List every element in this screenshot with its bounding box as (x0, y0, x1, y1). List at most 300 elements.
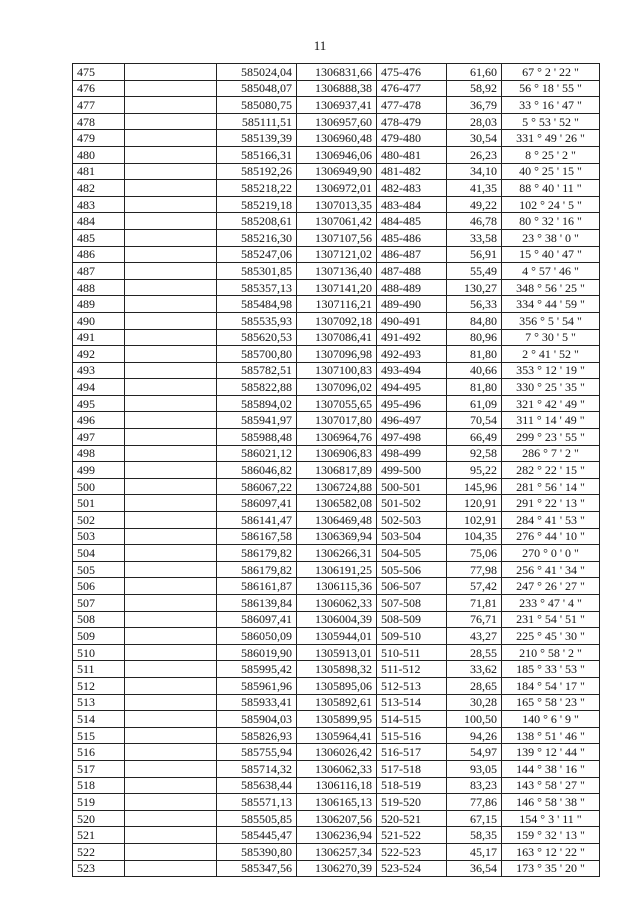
blank-cell (125, 97, 217, 114)
point-number-cell: 477 (73, 97, 125, 114)
segment-cell: 492-493 (377, 346, 447, 363)
length-cell: 43,27 (447, 628, 502, 645)
table-row (73, 312, 600, 329)
length-cell: 40,66 (447, 362, 502, 379)
blank-cell (125, 229, 217, 246)
y-coordinate-cell: 1306369,94 (297, 528, 377, 545)
bearing-cell: 56 ° 18 ' 55 " (502, 80, 600, 97)
length-cell: 26,23 (447, 146, 502, 163)
y-coordinate-cell: 1306960,48 (297, 130, 377, 147)
segment-cell: 483-484 (377, 196, 447, 213)
length-cell: 55,49 (447, 263, 502, 280)
blank-cell (125, 760, 217, 777)
y-coordinate-cell: 1307055,65 (297, 395, 377, 412)
segment-cell: 520-521 (377, 810, 447, 827)
bearing-cell: 331 ° 49 ' 26 " (502, 130, 600, 147)
blank-cell (125, 711, 217, 728)
point-number-cell: 496 (73, 412, 125, 429)
table-row (73, 528, 600, 545)
bearing-cell: 276 ° 44 ' 10 " (502, 528, 600, 545)
segment-cell: 513-514 (377, 694, 447, 711)
blank-cell (125, 445, 217, 462)
y-coordinate-cell: 1307096,02 (297, 379, 377, 396)
bearing-cell: 23 ° 38 ' 0 " (502, 229, 600, 246)
table-row (73, 263, 600, 280)
segment-cell: 509-510 (377, 628, 447, 645)
point-number-cell: 517 (73, 760, 125, 777)
bearing-cell: 282 ° 22 ' 15 " (502, 462, 600, 479)
x-coordinate-cell: 585988,48 (217, 429, 297, 446)
blank-cell (125, 429, 217, 446)
segment-cell: 496-497 (377, 412, 447, 429)
blank-cell (125, 180, 217, 197)
length-cell: 49,22 (447, 196, 502, 213)
table-row (73, 296, 600, 313)
bearing-cell: 291 ° 22 ' 13 " (502, 495, 600, 512)
length-cell: 58,92 (447, 80, 502, 97)
blank-cell (125, 810, 217, 827)
table-row (73, 794, 600, 811)
x-coordinate-cell: 585166,31 (217, 146, 297, 163)
segment-cell: 491-492 (377, 329, 447, 346)
table-row (73, 694, 600, 711)
point-number-cell: 516 (73, 744, 125, 761)
blank-cell (125, 279, 217, 296)
bearing-cell: 165 ° 58 ' 23 " (502, 694, 600, 711)
point-number-cell: 515 (73, 727, 125, 744)
bearing-cell: 356 ° 5 ' 54 " (502, 312, 600, 329)
point-number-cell: 509 (73, 628, 125, 645)
table-row (73, 279, 600, 296)
coordinates-table (72, 63, 600, 877)
x-coordinate-cell: 586161,87 (217, 578, 297, 595)
table-row (73, 379, 600, 396)
point-number-cell: 493 (73, 362, 125, 379)
bearing-cell: 7 ° 30 ' 5 " (502, 329, 600, 346)
point-number-cell: 520 (73, 810, 125, 827)
point-number-cell: 518 (73, 777, 125, 794)
y-coordinate-cell: 1305944,01 (297, 628, 377, 645)
x-coordinate-cell: 586179,82 (217, 561, 297, 578)
length-cell: 36,54 (447, 860, 502, 877)
table-row (73, 213, 600, 230)
y-coordinate-cell: 1305964,41 (297, 727, 377, 744)
length-cell: 95,22 (447, 462, 502, 479)
y-coordinate-cell: 1306972,01 (297, 180, 377, 197)
segment-cell: 475-476 (377, 64, 447, 81)
point-number-cell: 475 (73, 64, 125, 81)
segment-cell: 481-482 (377, 163, 447, 180)
y-coordinate-cell: 1306582,08 (297, 495, 377, 512)
x-coordinate-cell: 585216,30 (217, 229, 297, 246)
blank-cell (125, 694, 217, 711)
x-coordinate-cell: 585219,18 (217, 196, 297, 213)
point-number-cell: 500 (73, 478, 125, 495)
table-row (73, 64, 600, 81)
bearing-cell: 247 ° 26 ' 27 " (502, 578, 600, 595)
segment-cell: 489-490 (377, 296, 447, 313)
table-row (73, 130, 600, 147)
blank-cell (125, 677, 217, 694)
blank-cell (125, 395, 217, 412)
table-row (73, 146, 600, 163)
point-number-cell: 505 (73, 561, 125, 578)
x-coordinate-cell: 586021,12 (217, 445, 297, 462)
length-cell: 56,91 (447, 246, 502, 263)
table-row (73, 180, 600, 197)
coordinates-table-body (73, 64, 600, 877)
y-coordinate-cell: 1307013,35 (297, 196, 377, 213)
bearing-cell: 231 ° 54 ' 51 " (502, 611, 600, 628)
y-coordinate-cell: 1305892,61 (297, 694, 377, 711)
blank-cell (125, 528, 217, 545)
length-cell: 93,05 (447, 760, 502, 777)
bearing-cell: 163 ° 12 ' 22 " (502, 843, 600, 860)
x-coordinate-cell: 585638,44 (217, 777, 297, 794)
blank-cell (125, 843, 217, 860)
x-coordinate-cell: 585218,22 (217, 180, 297, 197)
bearing-cell: 321 ° 42 ' 49 " (502, 395, 600, 412)
point-number-cell: 513 (73, 694, 125, 711)
bearing-cell: 348 ° 56 ' 25 " (502, 279, 600, 296)
x-coordinate-cell: 585111,51 (217, 113, 297, 130)
length-cell: 130,27 (447, 279, 502, 296)
segment-cell: 479-480 (377, 130, 447, 147)
length-cell: 67,15 (447, 810, 502, 827)
point-number-cell: 482 (73, 180, 125, 197)
segment-cell: 504-505 (377, 545, 447, 562)
x-coordinate-cell: 586019,90 (217, 644, 297, 661)
segment-cell: 499-500 (377, 462, 447, 479)
length-cell: 28,55 (447, 644, 502, 661)
point-number-cell: 491 (73, 329, 125, 346)
point-number-cell: 523 (73, 860, 125, 877)
blank-cell (125, 478, 217, 495)
x-coordinate-cell: 585620,53 (217, 329, 297, 346)
length-cell: 70,54 (447, 412, 502, 429)
table-row (73, 727, 600, 744)
table-row (73, 362, 600, 379)
table-row (73, 97, 600, 114)
table-row (73, 462, 600, 479)
length-cell: 36,79 (447, 97, 502, 114)
length-cell: 45,17 (447, 843, 502, 860)
blank-cell (125, 246, 217, 263)
y-coordinate-cell: 1306266,31 (297, 545, 377, 562)
bearing-cell: 88 ° 40 ' 11 " (502, 180, 600, 197)
bearing-cell: 8 ° 25 ' 2 " (502, 146, 600, 163)
bearing-cell: 80 ° 32 ' 16 " (502, 213, 600, 230)
x-coordinate-cell: 586167,58 (217, 528, 297, 545)
point-number-cell: 485 (73, 229, 125, 246)
bearing-cell: 5 ° 53 ' 52 " (502, 113, 600, 130)
y-coordinate-cell: 1307017,80 (297, 412, 377, 429)
point-number-cell: 492 (73, 346, 125, 363)
blank-cell (125, 130, 217, 147)
segment-cell: 512-513 (377, 677, 447, 694)
y-coordinate-cell: 1306946,06 (297, 146, 377, 163)
point-number-cell: 487 (73, 263, 125, 280)
segment-cell: 484-485 (377, 213, 447, 230)
y-coordinate-cell: 1306949,90 (297, 163, 377, 180)
y-coordinate-cell: 1306957,60 (297, 113, 377, 130)
y-coordinate-cell: 1307121,02 (297, 246, 377, 263)
y-coordinate-cell: 1306236,94 (297, 827, 377, 844)
y-coordinate-cell: 1306026,42 (297, 744, 377, 761)
y-coordinate-cell: 1305895,06 (297, 677, 377, 694)
bearing-cell: 102 ° 24 ' 5 " (502, 196, 600, 213)
y-coordinate-cell: 1306257,34 (297, 843, 377, 860)
table-row (73, 196, 600, 213)
length-cell: 145,96 (447, 478, 502, 495)
table-row (73, 677, 600, 694)
length-cell: 57,42 (447, 578, 502, 595)
x-coordinate-cell: 585961,96 (217, 677, 297, 694)
blank-cell (125, 628, 217, 645)
bearing-cell: 140 ° 6 ' 9 " (502, 711, 600, 728)
blank-cell (125, 644, 217, 661)
x-coordinate-cell: 585505,85 (217, 810, 297, 827)
table-row (73, 611, 600, 628)
bearing-cell: 256 ° 41 ' 34 " (502, 561, 600, 578)
length-cell: 34,10 (447, 163, 502, 180)
segment-cell: 488-489 (377, 279, 447, 296)
y-coordinate-cell: 1306115,36 (297, 578, 377, 595)
point-number-cell: 476 (73, 80, 125, 97)
y-coordinate-cell: 1307116,21 (297, 296, 377, 313)
point-number-cell: 480 (73, 146, 125, 163)
length-cell: 84,80 (447, 312, 502, 329)
length-cell: 80,96 (447, 329, 502, 346)
length-cell: 46,78 (447, 213, 502, 230)
table-row (73, 744, 600, 761)
blank-cell (125, 827, 217, 844)
blank-cell (125, 860, 217, 877)
segment-cell: 477-478 (377, 97, 447, 114)
x-coordinate-cell: 585347,56 (217, 860, 297, 877)
point-number-cell: 519 (73, 794, 125, 811)
point-number-cell: 481 (73, 163, 125, 180)
table-row (73, 246, 600, 263)
blank-cell (125, 744, 217, 761)
table-row (73, 229, 600, 246)
segment-cell: 518-519 (377, 777, 447, 794)
x-coordinate-cell: 585571,13 (217, 794, 297, 811)
point-number-cell: 501 (73, 495, 125, 512)
bearing-cell: 299 ° 23 ' 55 " (502, 429, 600, 446)
point-number-cell: 479 (73, 130, 125, 147)
segment-cell: 519-520 (377, 794, 447, 811)
y-coordinate-cell: 1307092,18 (297, 312, 377, 329)
y-coordinate-cell: 1307100,83 (297, 362, 377, 379)
segment-cell: 486-487 (377, 246, 447, 263)
length-cell: 30,54 (447, 130, 502, 147)
bearing-cell: 40 ° 25 ' 15 " (502, 163, 600, 180)
table-row (73, 478, 600, 495)
blank-cell (125, 213, 217, 230)
y-coordinate-cell: 1307141,20 (297, 279, 377, 296)
length-cell: 66,49 (447, 429, 502, 446)
y-coordinate-cell: 1306062,33 (297, 595, 377, 612)
x-coordinate-cell: 585445,47 (217, 827, 297, 844)
y-coordinate-cell: 1306724,88 (297, 478, 377, 495)
y-coordinate-cell: 1306116,18 (297, 777, 377, 794)
table-row (73, 429, 600, 446)
bearing-cell: 330 ° 25 ' 35 " (502, 379, 600, 396)
segment-cell: 521-522 (377, 827, 447, 844)
x-coordinate-cell: 586139,84 (217, 595, 297, 612)
segment-cell: 506-507 (377, 578, 447, 595)
blank-cell (125, 362, 217, 379)
x-coordinate-cell: 585301,85 (217, 263, 297, 280)
table-row (73, 495, 600, 512)
segment-cell: 510-511 (377, 644, 447, 661)
point-number-cell: 506 (73, 578, 125, 595)
bearing-cell: 233 ° 47 ' 4 " (502, 595, 600, 612)
point-number-cell: 521 (73, 827, 125, 844)
bearing-cell: 15 ° 40 ' 47 " (502, 246, 600, 263)
segment-cell: 476-477 (377, 80, 447, 97)
x-coordinate-cell: 586046,82 (217, 462, 297, 479)
segment-cell: 487-488 (377, 263, 447, 280)
x-coordinate-cell: 586067,22 (217, 478, 297, 495)
table-row (73, 512, 600, 529)
table-row (73, 711, 600, 728)
bearing-cell: 286 ° 7 ' 2 " (502, 445, 600, 462)
table-row (73, 545, 600, 562)
point-number-cell: 503 (73, 528, 125, 545)
point-number-cell: 511 (73, 661, 125, 678)
table-row (73, 827, 600, 844)
y-coordinate-cell: 1306888,38 (297, 80, 377, 97)
x-coordinate-cell: 585139,39 (217, 130, 297, 147)
x-coordinate-cell: 585904,03 (217, 711, 297, 728)
x-coordinate-cell: 585390,80 (217, 843, 297, 860)
table-row (73, 644, 600, 661)
y-coordinate-cell: 1306165,13 (297, 794, 377, 811)
length-cell: 77,86 (447, 794, 502, 811)
blank-cell (125, 263, 217, 280)
point-number-cell: 483 (73, 196, 125, 213)
x-coordinate-cell: 585208,61 (217, 213, 297, 230)
segment-cell: 503-504 (377, 528, 447, 545)
point-number-cell: 497 (73, 429, 125, 446)
x-coordinate-cell: 586097,41 (217, 495, 297, 512)
blank-cell (125, 545, 217, 562)
point-number-cell: 499 (73, 462, 125, 479)
y-coordinate-cell: 1307107,56 (297, 229, 377, 246)
length-cell: 41,35 (447, 180, 502, 197)
x-coordinate-cell: 585357,13 (217, 279, 297, 296)
segment-cell: 493-494 (377, 362, 447, 379)
segment-cell: 478-479 (377, 113, 447, 130)
length-cell: 100,50 (447, 711, 502, 728)
table-row (73, 113, 600, 130)
table-row (73, 578, 600, 595)
blank-cell (125, 379, 217, 396)
bearing-cell: 138 ° 51 ' 46 " (502, 727, 600, 744)
x-coordinate-cell: 585714,32 (217, 760, 297, 777)
length-cell: 54,97 (447, 744, 502, 761)
table-row (73, 777, 600, 794)
y-coordinate-cell: 1307061,42 (297, 213, 377, 230)
table-row (73, 810, 600, 827)
x-coordinate-cell: 586050,09 (217, 628, 297, 645)
bearing-cell: 154 ° 3 ' 11 " (502, 810, 600, 827)
segment-cell: 516-517 (377, 744, 447, 761)
blank-cell (125, 346, 217, 363)
bearing-cell: 159 ° 32 ' 13 " (502, 827, 600, 844)
segment-cell: 495-496 (377, 395, 447, 412)
y-coordinate-cell: 1307136,40 (297, 263, 377, 280)
segment-cell: 507-508 (377, 595, 447, 612)
segment-cell: 514-515 (377, 711, 447, 728)
length-cell: 56,33 (447, 296, 502, 313)
y-coordinate-cell: 1307096,98 (297, 346, 377, 363)
bearing-cell: 281 ° 56 ' 14 " (502, 478, 600, 495)
length-cell: 28,03 (447, 113, 502, 130)
point-number-cell: 514 (73, 711, 125, 728)
blank-cell (125, 196, 217, 213)
blank-cell (125, 727, 217, 744)
point-number-cell: 489 (73, 296, 125, 313)
x-coordinate-cell: 586179,82 (217, 545, 297, 562)
x-coordinate-cell: 586141,47 (217, 512, 297, 529)
length-cell: 120,91 (447, 495, 502, 512)
bearing-cell: 2 ° 41 ' 52 " (502, 346, 600, 363)
table-row (73, 860, 600, 877)
bearing-cell: 144 ° 38 ' 16 " (502, 760, 600, 777)
point-number-cell: 486 (73, 246, 125, 263)
length-cell: 81,80 (447, 346, 502, 363)
bearing-cell: 311 ° 14 ' 49 " (502, 412, 600, 429)
bearing-cell: 210 ° 58 ' 2 " (502, 644, 600, 661)
point-number-cell: 478 (73, 113, 125, 130)
bearing-cell: 33 ° 16 ' 47 " (502, 97, 600, 114)
point-number-cell: 498 (73, 445, 125, 462)
length-cell: 102,91 (447, 512, 502, 529)
y-coordinate-cell: 1305899,95 (297, 711, 377, 728)
y-coordinate-cell: 1306937,41 (297, 97, 377, 114)
y-coordinate-cell: 1306817,89 (297, 462, 377, 479)
table-row (73, 412, 600, 429)
table-row (73, 843, 600, 860)
point-number-cell: 494 (73, 379, 125, 396)
blank-cell (125, 595, 217, 612)
length-cell: 33,62 (447, 661, 502, 678)
segment-cell: 485-486 (377, 229, 447, 246)
bearing-cell: 173 ° 35 ' 20 " (502, 860, 600, 877)
table-row (73, 445, 600, 462)
point-number-cell: 512 (73, 677, 125, 694)
table-row (73, 329, 600, 346)
y-coordinate-cell: 1306207,56 (297, 810, 377, 827)
x-coordinate-cell: 585941,97 (217, 412, 297, 429)
blank-cell (125, 329, 217, 346)
segment-cell: 515-516 (377, 727, 447, 744)
y-coordinate-cell: 1306062,33 (297, 760, 377, 777)
table-row (73, 628, 600, 645)
x-coordinate-cell: 585535,93 (217, 312, 297, 329)
point-number-cell: 490 (73, 312, 125, 329)
blank-cell (125, 578, 217, 595)
segment-cell: 523-524 (377, 860, 447, 877)
segment-cell: 497-498 (377, 429, 447, 446)
bearing-cell: 143 ° 58 ' 27 " (502, 777, 600, 794)
segment-cell: 482-483 (377, 180, 447, 197)
x-coordinate-cell: 585995,42 (217, 661, 297, 678)
x-coordinate-cell: 585822,88 (217, 379, 297, 396)
